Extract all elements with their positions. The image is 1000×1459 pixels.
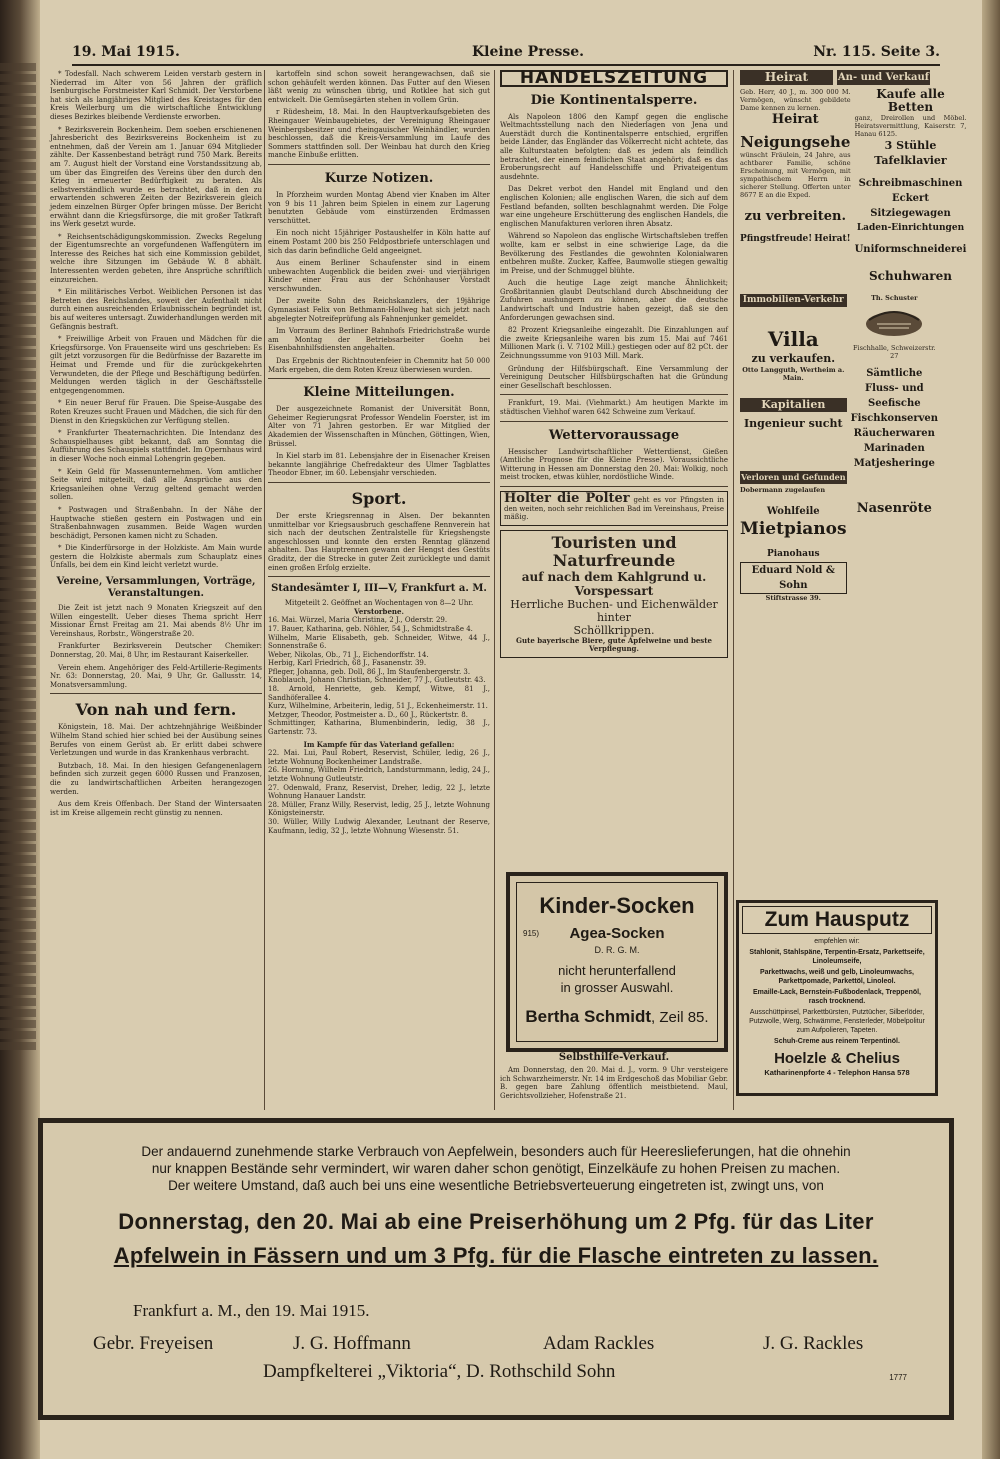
article-paragraph: * Bezirksverein Bockenheim. Dem soeben erschienenen Jahresbericht des Bezirksvereins Bockenheim ist zu entnehmen, daß der Verein am 1. Januar 694 Mitglieder zählte. Der Kassenbestand beträgt rund 750 Mark. Bereits am 7. August hielt der Vorstand eine Vorstandssitzung ab, um über das Eingreifen des Vereins über den durch den Krieg in erneuerter Bedürftigkeit zu beraten. Als selbstverständlich wurde es betrachtet, daß in den zu erwartenden schweren Zeiten der Bezirksverein gleich jedem einzelnen Bürger Opfer bringen müsse. Der Bericht erwähnt dann die Kriegsfürsorge, die mit großer Tatkraft ins Werk gesetzt wurde. [50,125,262,229]
article-paragraph: * Frankfurter Theaternachrichten. Die Intendanz des Schauspielhauses gibt bekannt, daß am Sonntag die Aufführung des Schauspiels stattfindet. Im Opernhaus wird in dieser Woche noch einmal Lohengrin gegeben. [50,429,262,463]
article-paragraph: kartoffeln sind schon soweit herangewachsen, daß sie schon gehäufelt werden können. Das Futter auf den Wiesen läßt wenig zu wünschen übrig, und Rotklee hat sich gut entwickelt. Die Gemüsegärten stehen in vollem Grün. [268,70,490,104]
list-item: Herbig, Karl Friedrich, 68 J., Fasanenstr. 39. [268,659,427,668]
ad-firm: Hoelzle & Chelius [774,1050,900,1067]
ad-text: Ausschüttpinsel, Parkettbürsten, Putztücher, Silberlöder, Putzwolle, Werg, Schwämme, Fensterleder, Möbelpolitur zum Aufpolieren, Tapeten. [749,1009,925,1034]
classified-title: Ingenieur sucht [743,417,843,430]
ad-text: Parkettwachs, weiß und gelb, Linoleumwachs, Parkettpomade, Parkettöl, Linoleol. [759,969,915,985]
column-rule [733,70,734,1110]
ad-subtitle: Agea-Socken [569,925,665,942]
ad-title: Touristen und Naturfreunde [551,532,677,570]
ad-code: 915) [523,929,540,938]
signatory: J. G. Rackles [763,1333,864,1354]
page-header [72,42,940,66]
classified-title: Laden-Einrichtungen [856,223,965,233]
article-paragraph: Butzbach, 18. Mai. In den hiesigen Gefangenenlagern befinden sich zurzeit gegen 6000 Russen und Franzosen, die zu landwirtschaftlichen Arbeiten herangezogen werden. [50,761,262,796]
ad-title: Kinder-Socken [539,893,695,918]
article-paragraph: * Ein militärisches Verbot. Weiblichen Personen ist das Betreten des Reichslandes, soweit der Aufenthalt nicht durch einen ausreichenden Erlaubnisschein begründet ist, bis auf weiteres untersagt. Zuwiderhandlungen werden mit Gefängnis bestraft. [50,288,262,331]
classified-title: Uniformschneiderei [854,244,967,255]
ad-code: 1777 [889,1373,907,1382]
advertisement-kinder-socken [506,872,728,1052]
announcement-line: nur knappen Bestände sehr vermindert, wir waren daher schon genötigt, Einzelkäufe zu hohen Preisen zu machen. [151,1161,841,1176]
classified-text: Th. Schuster [871,294,918,302]
classified-title: Pianohaus [767,549,820,559]
announcement-line: Der andauernd zunehmende starke Verbrauch von Aepfelwein, besonders auch für Heereslieferungen, hat die ohnehin [141,1144,851,1159]
article-paragraph: Der ausgezeichnete Romanist der Universität Bonn, Geheimer Regierungsrat Professor Wendelin Foerster, ist im Alter von 71 Jahren gestorben. Er war Mitglied der Akademien der Wissenschaften in München, Göttingen, Wien, Brüssel. [268,405,490,448]
handelszeitung-banner: HANDELSZEITUNG [500,70,728,87]
announcement-date: Frankfurt a. M., den 19. Mai 1915. [133,1301,370,1320]
list-item: Knoblauch, Johann Christian, Schneider, 77 J., Gutleutstr. 43. [268,676,486,685]
classified-title: Pfingstfreude! [740,234,813,244]
classified-title: Eckert [892,193,929,204]
classified-heading: Heirat [740,70,833,85]
section-subheading: Im Kampfe für das Vaterland gefallen: [303,739,455,749]
signatory: J. G. Hoffmann [293,1333,411,1354]
article-paragraph: Als Napoleon 1806 den Kampf gegen die englische Weltmachtsstellung nach den Niederlagen von Jena und Auerstädt durch die Kontinentalsperre entschied, ergriffen beide Länder, das Engländer das Völkerrecht nicht achtete, das alle Kulturstaaten befolgten: daß es jedem als feindlich betrachtet, der einem feindlichen Staat angehört; daß es das Eroberungsrecht auf Handelsschiffe und Privateigentum ausdehnte. [500,112,728,181]
ad-address: , Zeil 85. [651,1009,709,1026]
list-item: 26. Hornung, Wilhelm Friedrich, Landsturmmann, ledig, 24 J., letzte Wohnung Gutleutstr. [268,766,490,783]
classified-text: Otto Langguth, Wertheim a. Main. [742,366,845,382]
list-item: 18. Arnold, Henriette, geb. Kempf, Witwe, 81 J., Sandhöferallee 4. [268,685,490,702]
section-heading: Kurze Notizen. [324,170,434,186]
section-heading: Die Kontinentalsperre. [530,92,698,108]
classified-title: Tafelklavier [874,154,947,167]
classified-heading: Kapitalien [740,398,847,412]
article-paragraph: In Pforzheim wurden Montag Abend vier Knaben im Alter von 9 bis 11 Jahren beim Spielen in einem zur Lagerung benutzten Gebäude vom einstürzenden Erdmassen verschüttet. [268,190,490,225]
column-rule [494,70,495,1110]
ad-title: Holter die Polter [504,490,630,506]
classified-title: Kaufe alle Betten [876,87,945,114]
article-paragraph: Der zweite Sohn des Reichskanzlers, der 19jährige Gymnasiast Felix von Bethmann-Hollweg hat sich jetzt nach abgelegter Notreifeprüfung als Fahnenjunker gemeldet. [268,297,490,323]
header-paper-name: Kleine Presse. [472,44,585,60]
column-notices [268,70,490,1110]
list-item: Weber, Nikolas, Ob., 71 J., Eichendorffstr. 14. [268,650,429,659]
ad-text: in grosser Auswahl. [560,980,674,995]
ad-text: Emaille-Lack, Bernstein-Fußbodenlack, Treppenöl, rasch trocknend. [752,989,922,1005]
list-item: Pfleger, Johanna, geb. Doll, 86 J., Im Staufenbergerstr. 3. [268,667,471,676]
article-paragraph: * Die Kinderfürsorge in der Holzkiste. Am Main wurde gestern die Holzkiste abermals zum Schauplatz eines Unfalls, bei dem ein Kind leicht verletzt wurde. [50,544,262,570]
announcement-text [63,1143,929,1194]
header-date: 19. Mai 1915. [72,44,180,60]
article-paragraph: * Kein Geld für Massenunternehmen. Vom amtlicher Seite wird mitgeteilt, daß alle Ansprüche aus den Kriegsanleihen ohne Verzug geltend gemacht werden sollen. [50,467,262,502]
ad-title: Selbsthilfe-Verkauf. [558,1052,670,1063]
section-heading: Von nah und fern. [75,700,237,720]
classified-title: Marinaden [863,443,925,454]
classified-title: Räucherwaren [853,428,935,439]
section-subheading: Verstorbene. [354,606,404,616]
ad-title: Zum Hausputz [742,906,932,934]
article-paragraph: Während so Napoleon das englische Wirtschaftsleben treffen wollte, kam er selbst in eine schwierige Lage, da die Bevölkerung des Festlandes die gewohnten Kolonialwaren entbehren mußte. Zucker, Kaffee, Baumwolle stiegen gewaltig im Preise, und der Schmuggel blühte. [500,232,728,275]
article-paragraph: Gründung der Hilfsbürgschaft. Eine Versammlung der Vereinigung Deutscher Hilfsbürgschaften hat die Gründung einer Gesellschaft beschlossen. [500,364,728,390]
article-paragraph: Im Vorraum des Berliner Bahnhofs Friedrichstraße wurde am Montag der Betriebsarbeiter Goehn bei Eisenbahnhilfsdiensten angehalten. [268,327,490,353]
notice-paragraph: Verein ehem. Angehöriger des Feld-Artillerie-Regiments Nr. 63: Donnerstag, 20. Mai, 9 Uhr, Gr. Gallusstr. 14, Monatsversammlung. [50,663,262,689]
classified-text: ganz, Dreirollen und Möbel. Heiratsvermittlung, Kaiserstr. 7, Hanau 6125. [854,114,967,138]
page-edge [982,0,1000,1459]
ad-text: Schuh-Creme aus reinem Terpentinöl. [774,1038,900,1045]
ad-text: nicht herunterfallend [558,963,676,978]
signatory: Gebr. Freyeisen [93,1333,214,1354]
fish-basket-illustration [859,302,929,342]
header-page-number: Nr. 115. Seite 3. [813,44,940,60]
classified-title: Neigungsehe [740,133,851,151]
column-local-news [50,70,262,1110]
classified-title: Sitziegewagen [870,208,951,219]
announcement-line: Der weitere Umstand, daß auch bei uns eine wesentliche Betriebsverteuerung eingetreten ist, zwingt uns, von [168,1178,824,1193]
article-paragraph: * Todesfall. Nach schwerem Leiden verstarb gestern in Niederrad im Alter von 56 Jahren der gräflich Isenburgische Forstmeister Karl Schmidt. Der Verstorbene hat sich als langjähriges Mitglied des Kreistages für den Kreis Weilerburg um die wirtschaftliche Entwicklung dieses Bezirkes bleibende Verdienste erworben. [50,70,262,121]
section-heading: Vereine, Versammlungen, Vorträge, Veranstaltungen. [56,576,256,600]
advertisement-touristen [500,530,728,658]
classified-title: Eduard Nold & Sohn [740,562,847,594]
list-item: 28. Müller, Franz Willy, Reservist, ledig, 25 J., letzte Wohnung Königsteinerstr. [268,800,490,818]
classified-title: Heirat [771,112,819,127]
list-item: Schmittinger, Katharina, Blumenbinderin, ledig, 38 J., Gartenstr. 73. [268,719,490,737]
classified-title: zu verbreiten. [744,209,846,224]
classified-text: Fischhalle, Schweizerstr. 27 [853,344,936,360]
article-paragraph: Aus einem Berliner Schaufenster sind in einem unbewachten Augenblick die beiden zwei- und vierjährigen Kinder einer Frau aus der Schönhauser Vorstadt verschwunden. [268,259,490,293]
article-paragraph: * Reichsentschädigungskommission. Zwecks Regelung der Eigentumsrechte an vorgefundenen Waffengütern im Interesse des Reiches hat sich eine Kommission gebildet, welche ihre Sitzungen im Gebäude W. 8 abhält. Interessenten werden gebeten, ihre Ansprüche schriftlich einzureichen. [50,232,262,284]
ad-address: Katharinenpforte 4 - Telephon Hansa 578 [764,1068,910,1077]
classified-title: Wohlfeile [766,506,820,517]
list-item: 30. Wüller, Willy Ludwig Alexander, Leutnant der Reserve, Kaufmann, ledig, 32 J., letzte Wohnung Wiesenstr. 51. [268,817,490,835]
ad-subtitle: auf nach dem Kahlgrund u. Vorspessart [521,569,707,598]
ad-frame [516,882,718,1042]
section-subheading: Mitgeteilt 2. Geöffnet an Wochentagen von 8—2 Uhr. [284,599,474,608]
classified-text: Stiftstrasse 39. [765,594,821,602]
article-paragraph: Auch die heutige Lage zeigt manche Ähnlichkeit; Großbritannien glaubt Deutschland durch Abschneidung der Zufuhren aushungern zu können, aber die deutsche Landwirtschaft und Industrie haben gezeigt, daß sie den Anforderungen gewachsen sind. [500,279,728,322]
notice-paragraph: Die Zeit ist jetzt nach 9 Monaten Kriegszeit auf den Willen eingestellt. Ueber dieses Thema spricht Herr Missionar Ernst Freitag am 21. Mai abends 8½ Uhr im Vereinshaus, Rorbstr., Wöngerstraße 20. [50,604,262,638]
article-paragraph: Ein noch nicht 15jähriger Postaushelfer in Köln hatte auf einem Postamt 200 bis 250 Feldpostbriefe unterschlagen und sich das darin befindliche Geld angeeignet. [268,229,490,255]
previous-page-fragment [0,60,36,1090]
classified-text: Geb. Herr, 40 J., m. 300 000 M. Vermögen, wünscht gebildete Dame kennen zu lernen. [740,88,851,112]
ad-text: Am Donnerstag, den 20. Mai d. J., vorm. 9 Uhr versteigere ich Schwarzheimerstr. Nr. 14 im Erdgeschoß das Mobiliar Gebr. B. gegen bare Zahlung öffentlich meistbietend. Maul, Gerichtsvollzieher, Hofenstraße 21. [500,1066,728,1100]
classified-text: Dobermann zugelaufen [740,486,826,494]
list-item: 16. Mai. Würzel, Maria Christina, 2 J., Oderstr. 29. [268,616,448,625]
ad-text: D. R. G. M. [594,945,640,955]
article-paragraph: * Freiwillige Arbeit von Frauen und Mädchen für die Kriegsfürsorge. Von Frauenseite wird uns geschrieben: Es gilt jetzt vorzusorgen für die Bedürfnisse der Bazarette im Heimat und Fremde und für die zurückgekehrten Verwundeten, die der Pflege und Beschäftigung bedürfen. Meldungen werden täglich in der Geschäftsstelle entgegengenommen. [50,335,262,395]
section-heading: Standesämter I, III—V, Frankfurt a. M. [271,583,487,595]
signatory: Dampfkelterei „Viktoria“, D. Rothschild Sohn [263,1361,616,1382]
classified-heading: An- und Verkauf [837,72,930,83]
ad-text: geht es vor Pfingsten in den weiten, noch sehr reichlichen Bad im Vereinshaus, Preise mäßig. [504,495,724,522]
classified-title: Sämtliche Fluss- und Seefische [865,368,924,409]
classified-title: Nasenröte [856,501,932,516]
advertisement-hausputz [736,900,938,1096]
advertisement-selbsthilfe [500,1052,728,1112]
classified-text: wünscht Fräulein, 24 Jahre, aus achtbarer Familie, schöne Erscheinung, mit Vermögen, mit sympathischem Herrn in sicherer Stellung. Offerten unter 8677 E an die Exped. [740,151,851,199]
article-paragraph: Aus dem Kreis Offenbach. Der Stand der Wintersaaten ist im Kreise allgemein recht günstig zu nennen. [50,800,262,817]
article-paragraph: In Kiel starb im 81. Lebensjahre der in Eisenacher Kreisen bekannte langjährige Chefredakteur des Ulmer Tagblattes Theodor Ebner, im 60. Lebensjahr verschieden. [268,452,490,478]
column-rule [264,70,265,1110]
list-item: Metzger, Theodor, Postmeister a. D., 60 J., Rückertstr. 8. [268,710,468,719]
classified-heading: Immobilien-Verkehr [740,294,847,307]
article-paragraph: Das Ergebnis der Richtnoutenfeier in Chemnitz hat 50 000 Mark ergeben, die dem Roten Kreuz überwiesen wurden. [268,357,490,374]
classified-title: Villa [767,327,819,351]
article-paragraph: Königstein, 18. Mai. Der achtzehnjährige Weißbinder Wilhelm Stand schied hier schied bei der Ausübung seines Berufes von einem Gerüst ab. Er erlitt dabei schwere Verletzungen und wurde in das Krankenhaus verbracht. [50,723,262,758]
article-paragraph: Frankfurt, 19. Mai. (Viehmarkt.) Am heutigen Markte im städtischen Viehhof waren 642 Schweine zum Verkauf. [500,399,728,416]
list-item: 22. Mai. Lui, Paul Robert, Reservist, Schüler, ledig, 26 J., letzte Wohnung Bockenheimer Landstraße. [268,749,490,766]
classified-title: Fischkonserven [850,413,939,424]
classified-title: Schuhwaren [869,269,952,283]
classified-title: zu verkaufen. [751,352,836,365]
notice-paragraph: Frankfurter Bezirksverein Deutscher Chemiker: Donnerstag, 20. Mai, 8 Uhr, im Restaurant Kaiserkeller. [50,642,262,660]
ad-text: Stahlonit, Stahlspäne, Terpentin-Ersatz, Parkettseife, Linoleumseife, [749,949,925,965]
article-paragraph: r Rüdesheim, 18. Mai. In den Hauptverkaufsgebieten des Rheingauer Weinbaugebietes, der Vereinigung Rheingauer Weinbergsbesitzer und rheingauischer Weinhändler, wurden beschlossen, daß die Kreis-Versammlung im Laufe des Sommers stattfinden soll. Der Weinbau hat durch den Krieg manche Einbuße erlitten. [268,108,490,160]
article-paragraph: Hessischer Landwirtschaftlicher Wetterdienst, Gießen (Amtliche Prognose für die Kleine Presse). Voraussichtliche Witterung in Hessen am Donnerstag den 20. Mai: Wolkig, noch meist trocken, etwas kühler, nordöstliche Winde. [500,447,728,482]
article-paragraph: Der erste Kriegsrennag in Alsen. Der bekannten unmittelbar vor Kriegsausbruch geschaffene Rennverein hat sich nach der deutschen Zentralstelle für Kriegshengste angeschlossen und konnte den ersten Renntag glänzend abhalten. Das Hauptrennen gewann der Hengst des Gestüts Graditz, der die Strecke in guter Zeit zurücklegte und damit einen großen Erfolg erzielte. [268,511,490,572]
article-paragraph: Das Dekret verbot den Handel mit England und den englischen Kolonien; alle englischen Waren, die sich auf dem Festland befanden, sollten beschlagnahmt werden. Die Folge war eine ungeheure Erschütterung des englischen Handels, die englischen Manufakturen verloren ihren Absatz. [500,185,728,228]
classified-title: Mietpianos [740,519,847,539]
list-item: 17. Bauer, Katharina, geb. Nöhler, 54 J., Schmidtstraße 4. [268,624,473,633]
section-heading: Kleine Mitteilungen. [303,385,455,401]
ad-text: empfehlen wir: [814,938,860,945]
signatory: Adam Rackles [543,1333,655,1354]
classified-title: Matjesheringe [853,458,935,469]
advertisement-holter [500,491,728,526]
classified-title: Heirat! [814,234,851,244]
classified-title: 3 Stühle [884,139,937,152]
ad-text: Schöllkrippen. [573,623,655,637]
article-paragraph: * Postwagen und Straßenbahn. In der Nähe der Hauptwache stießen gestern ein Postwagen und ein Straßenbahnwagen zusammen. Beide Wagen wurden beschädigt, Personen kamen nicht zu Schaden. [50,505,262,540]
apfelwein-price-announcement [38,1118,954,1420]
list-item: 27. Odenwald, Franz, Reservist, Dreher, ledig, 22 J., letzte Wohnung Hanauer Landstr. [268,783,490,801]
ad-firm: Bertha Schmidt [525,1007,652,1026]
article-paragraph: 82 Prozent Kriegsanleihe eingezahlt. Die Einzahlungen auf die zweite Kriegsanleihe waren bis zum 15. Mai auf 7461 Millionen Mark (i. V. 7102 Mill.) gestiegen oder auf 82 pCt. der Zeichnungssumme von 9103 Mill. Mark. [500,326,728,361]
announcement-headline: Apfelwein in Fässern und um 3 Pfg. für die Flasche eintreten zu lassen. [113,1243,879,1268]
classified-title: Schreibmaschinen [858,178,963,189]
ad-text: Herrliche Buchen- und Eichenwälder hinter [510,597,718,624]
section-heading: Wettervoraussage [548,427,680,443]
section-heading: Sport. [351,488,407,508]
classified-heading: Verloren und Gefunden [741,472,846,482]
announcement-headline: Donnerstag, den 20. Mai ab eine Preiserhöhung um 2 Pfg. für das Liter [118,1209,874,1234]
article-paragraph: * Ein neuer Beruf für Frauen. Die Speise-Ausgabe des Roten Kreuzes sucht Frauen und Mädchen, die sich für den Dienst in den Kriegsküchen zur Verfügung stellen. [50,399,262,425]
list-item: Kurz, Wilhelmine, Arbeiterin, ledig, 51 J., Eckenheimerstr. 11. [268,702,488,711]
ad-text: Gute bayerische Biere, gute Apfelweine und beste Verpflegung. [516,635,712,654]
list-item: Wilhelm, Marie Elisabeth, geb. Schneider, Witwe, 44 J., Sonnenstraße 6. [268,633,490,651]
